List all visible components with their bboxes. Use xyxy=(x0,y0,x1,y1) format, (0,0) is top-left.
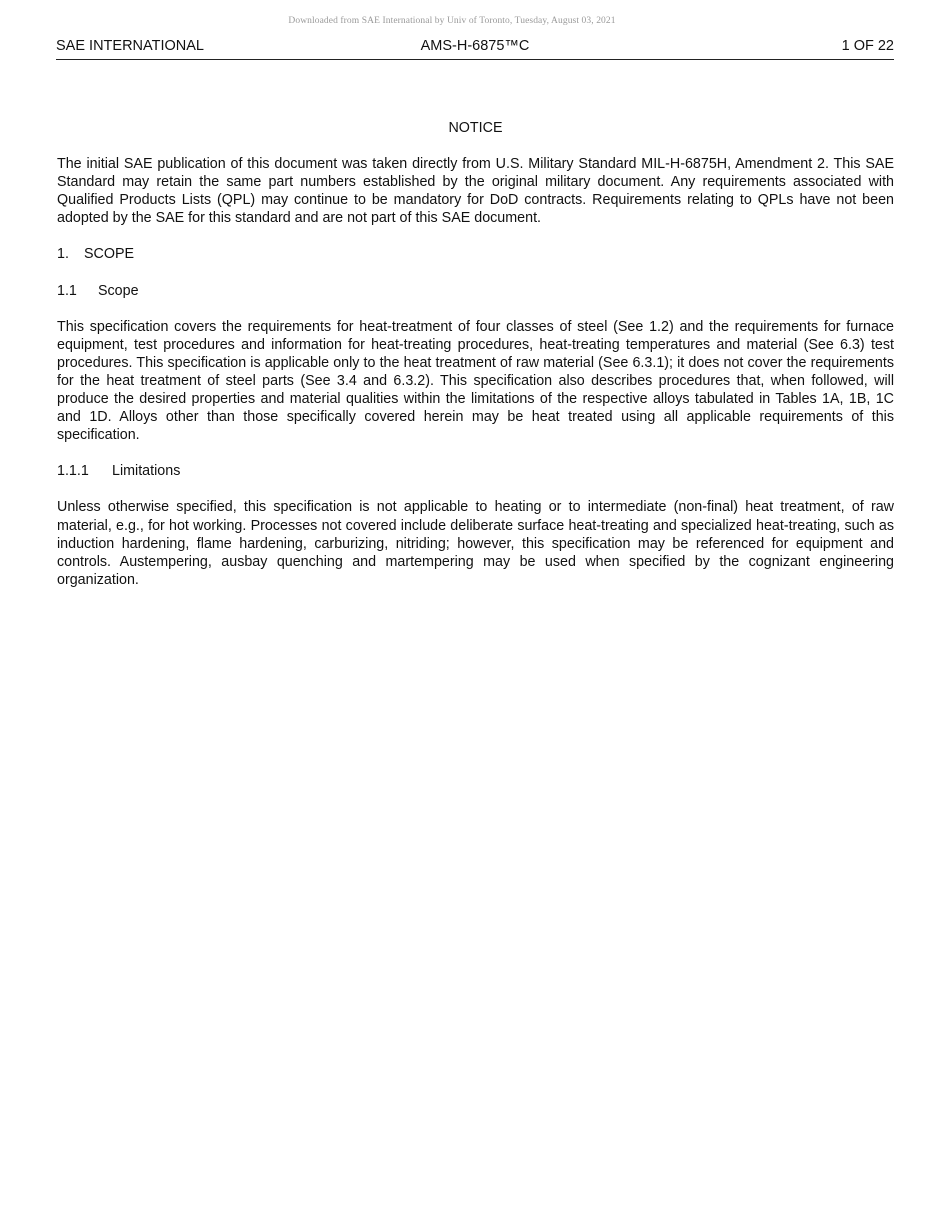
section-number: 1.1 xyxy=(57,282,77,299)
header-doc-id: AMS-H-6875™C xyxy=(420,38,530,54)
section-number: 1. xyxy=(57,246,69,263)
section-1-1-1-text: Unless otherwise specified, this specification is not applicable to heating or to intermediate (non-final) heat treatment, of raw material, e.g., for hot working. Processes not covered include deliberate surface heat-treating and specialized heat-treating, such as induction hardening, flame hardening, carburizing, nitriding; however, this specification may be referenced for equipment and controls. Austempering, ausbay quenching and martempering may be used when specified by the cognizant engineering organization. xyxy=(57,499,894,588)
section-number: 1.1.1 xyxy=(57,463,89,480)
section-1-1-1-heading xyxy=(57,462,894,480)
header-page-number: 1 OF 22 xyxy=(841,38,894,54)
section-1-1-heading xyxy=(57,282,894,300)
section-title: SCOPE xyxy=(84,246,135,263)
document-body xyxy=(57,119,894,607)
section-1-1-text: This specification covers the requirements for heat-treatment of four classes of steel (See 1.2) and the requirements for furnace equipment, test procedures and information for heat-treating procedures, heat-treating temperatures and material (See 6.3) test procedures. This specification is applicable only to the heat treatment of raw material (See 6.3.1); it does not cover the requirements for the heat treatment of steel parts (See 3.4 and 6.3.2). This specification also describes procedures that, when followed, will produce the desired properties and material qualities within the limitations of the respective alloys tabulated in Tables 1A, 1B, 1C and 1D. Alloys other than those specifically covered herein may be heat treated using all applicable requirements of this specification. xyxy=(57,318,894,444)
page-header xyxy=(56,38,894,60)
section-title: Limitations xyxy=(112,463,181,480)
notice-text: The initial SAE publication of this document was taken directly from U.S. Military Standard MIL-H-6875H, Amendment 2. This SAE Standard may retain the same part numbers established by the original military document. Any requirements associated with Qualified Products Lists (QPL) may continue to be mandatory for DoD contracts. Requirements relating to QPLs have not been adopted by the SAE for this standard and are not part of this SAE document. xyxy=(57,156,894,227)
notice-title: NOTICE xyxy=(448,120,503,136)
section-title: Scope xyxy=(98,282,139,299)
header-org: SAE INTERNATIONAL xyxy=(56,38,204,54)
download-watermark: Downloaded from SAE International by Univ of Toronto, Tuesday, August 03, 2021 xyxy=(288,16,616,26)
section-1-heading xyxy=(57,245,894,263)
